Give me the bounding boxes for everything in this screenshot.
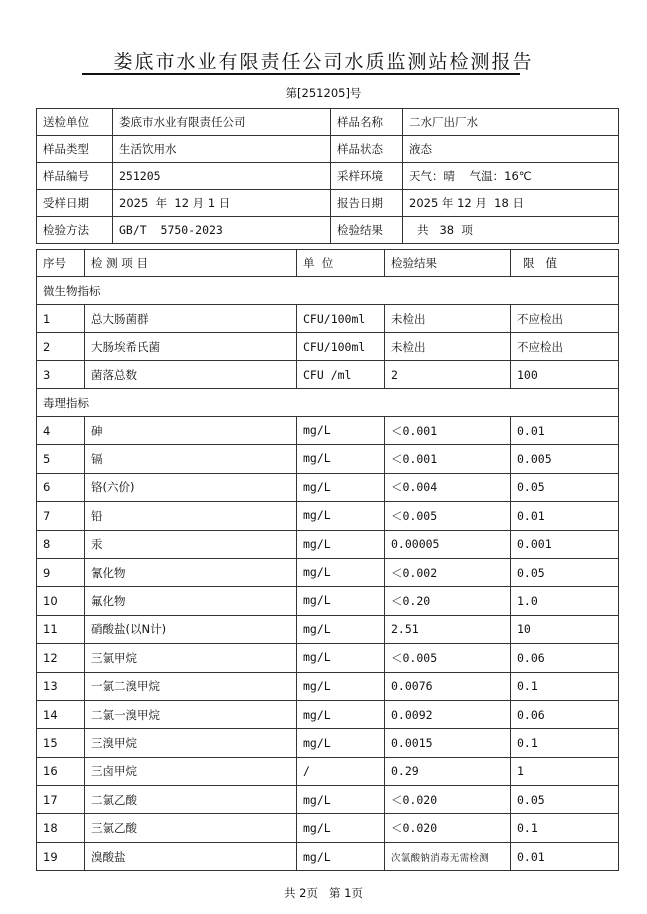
- row-result: ＜0.020: [385, 786, 511, 814]
- sample-no-label: 样品编号: [37, 163, 113, 190]
- row-limit: 不应检出: [511, 333, 619, 361]
- row-limit: 0.06: [511, 644, 619, 672]
- row-unit: mg/L: [297, 700, 385, 728]
- row-no: 2: [37, 333, 85, 361]
- row-result: ＜0.005: [385, 502, 511, 530]
- info-row: [37, 163, 619, 190]
- row-result: 2.51: [385, 615, 511, 643]
- row-limit: 0.001: [511, 530, 619, 558]
- row-unit: mg/L: [297, 644, 385, 672]
- sample-state-value: 液态: [403, 136, 619, 163]
- sample-name-value: 二水厂出厂水: [403, 109, 619, 136]
- row-no: 8: [37, 530, 85, 558]
- row-item: 硝酸盐(以N计): [85, 615, 297, 643]
- table-row: [37, 672, 619, 700]
- row-unit: CFU/100ml: [297, 305, 385, 333]
- table-row: [37, 305, 619, 333]
- table-row: [37, 700, 619, 728]
- row-no: 17: [37, 786, 85, 814]
- table-row: [37, 814, 619, 842]
- row-unit: mg/L: [297, 615, 385, 643]
- row-limit: 1: [511, 757, 619, 785]
- row-item: 三溴甲烷: [85, 729, 297, 757]
- row-no: 5: [37, 445, 85, 473]
- unit-label: 送检单位: [37, 109, 113, 136]
- sample-info-table: [36, 108, 619, 244]
- row-no: 6: [37, 473, 85, 501]
- row-item: 三氯甲烷: [85, 644, 297, 672]
- row-item: 溴酸盐: [85, 842, 297, 870]
- row-result: 未检出: [385, 305, 511, 333]
- row-result: ＜0.20: [385, 587, 511, 615]
- row-unit: mg/L: [297, 729, 385, 757]
- table-row: [37, 644, 619, 672]
- row-result: 0.0015: [385, 729, 511, 757]
- row-result: ＜0.001: [385, 417, 511, 445]
- row-unit: mg/L: [297, 842, 385, 870]
- sample-name-label: 样品名称: [331, 109, 403, 136]
- header-row: [37, 250, 619, 277]
- title-underline: [82, 73, 520, 75]
- row-result: ＜0.004: [385, 473, 511, 501]
- row-item: 大肠埃希氏菌: [85, 333, 297, 361]
- row-item: 二氯一溴甲烷: [85, 700, 297, 728]
- row-item: 总大肠菌群: [85, 305, 297, 333]
- table-row: [37, 417, 619, 445]
- row-item: 铅: [85, 502, 297, 530]
- header-no: 序号: [37, 250, 85, 277]
- method-label: 检验方法: [37, 217, 113, 244]
- row-item: 镉: [85, 445, 297, 473]
- row-unit: CFU/100ml: [297, 333, 385, 361]
- info-row: [37, 109, 619, 136]
- row-item: 铬(六价): [85, 473, 297, 501]
- row-unit: mg/L: [297, 814, 385, 842]
- table-row: [37, 530, 619, 558]
- row-limit: 0.01: [511, 842, 619, 870]
- row-item: 汞: [85, 530, 297, 558]
- row-result: 次氯酸钠消毒无需检测: [385, 842, 511, 870]
- row-limit: 0.1: [511, 729, 619, 757]
- table-row: [37, 445, 619, 473]
- row-limit: 0.06: [511, 700, 619, 728]
- env-value: 天气：晴 气温：16℃: [403, 163, 619, 190]
- unit-value: 娄底市水业有限责任公司: [113, 109, 331, 136]
- info-row: [37, 190, 619, 217]
- row-result: 0.0076: [385, 672, 511, 700]
- report-title: 娄底市水业有限责任公司水质监测站检测报告: [113, 51, 534, 73]
- row-limit: 0.05: [511, 473, 619, 501]
- report-date-value: 2025 年 12 月 18 日: [403, 190, 619, 217]
- row-no: 10: [37, 587, 85, 615]
- sample-type-value: 生活饮用水: [113, 136, 331, 163]
- row-result: 0.0092: [385, 700, 511, 728]
- row-no: 12: [37, 644, 85, 672]
- row-no: 14: [37, 700, 85, 728]
- row-item: 氟化物: [85, 587, 297, 615]
- row-result: ＜0.002: [385, 558, 511, 586]
- table-row: [37, 502, 619, 530]
- row-item: 菌落总数: [85, 361, 297, 389]
- table-row: [37, 587, 619, 615]
- row-unit: mg/L: [297, 786, 385, 814]
- row-no: 18: [37, 814, 85, 842]
- row-limit: 10: [511, 615, 619, 643]
- row-result: ＜0.001: [385, 445, 511, 473]
- report-date-label: 报告日期: [331, 190, 403, 217]
- table-row: [37, 615, 619, 643]
- row-unit: mg/L: [297, 417, 385, 445]
- row-limit: 0.1: [511, 814, 619, 842]
- row-no: 16: [37, 757, 85, 785]
- section-row: [37, 277, 619, 305]
- row-unit: CFU /ml: [297, 361, 385, 389]
- env-label: 采样环境: [331, 163, 403, 190]
- row-result: ＜0.005: [385, 644, 511, 672]
- table-row: [37, 361, 619, 389]
- row-result: 0.29: [385, 757, 511, 785]
- row-result: ＜0.020: [385, 814, 511, 842]
- recv-date-value: 2025 年 12 月 1 日: [113, 190, 331, 217]
- header-item: 检 测 项 目: [85, 250, 297, 277]
- header-limit: 限 值: [511, 250, 619, 277]
- test-items-table: [36, 249, 619, 871]
- row-limit: 0.01: [511, 417, 619, 445]
- section-row: [37, 389, 619, 417]
- report-number: 第[251205]号: [285, 86, 362, 100]
- table-row: [37, 333, 619, 361]
- row-unit: mg/L: [297, 558, 385, 586]
- row-item: 一氯二溴甲烷: [85, 672, 297, 700]
- result-value: 共 38 项: [403, 217, 619, 244]
- header-unit: 单 位: [297, 250, 385, 277]
- sample-no-value: 251205: [113, 163, 331, 190]
- row-no: 3: [37, 361, 85, 389]
- table-row: [37, 786, 619, 814]
- row-limit: 0.1: [511, 672, 619, 700]
- table-row: [37, 842, 619, 870]
- row-item: 三氯乙酸: [85, 814, 297, 842]
- row-unit: mg/L: [297, 672, 385, 700]
- row-unit: mg/L: [297, 473, 385, 501]
- row-unit: mg/L: [297, 587, 385, 615]
- row-limit: 0.01: [511, 502, 619, 530]
- result-label: 检验结果: [331, 217, 403, 244]
- sample-state-label: 样品状态: [331, 136, 403, 163]
- table-row: [37, 757, 619, 785]
- row-limit: 100: [511, 361, 619, 389]
- section-micro: 微生物指标: [37, 277, 619, 305]
- info-row: [37, 217, 619, 244]
- row-no: 1: [37, 305, 85, 333]
- row-no: 19: [37, 842, 85, 870]
- row-unit: mg/L: [297, 502, 385, 530]
- row-result: 0.00005: [385, 530, 511, 558]
- table-row: [37, 473, 619, 501]
- row-item: 二氯乙酸: [85, 786, 297, 814]
- row-no: 13: [37, 672, 85, 700]
- table-row: [37, 729, 619, 757]
- row-no: 11: [37, 615, 85, 643]
- header-result: 检验结果: [385, 250, 511, 277]
- row-limit: 0.05: [511, 558, 619, 586]
- row-limit: 0.005: [511, 445, 619, 473]
- row-limit: 1.0: [511, 587, 619, 615]
- info-row: [37, 136, 619, 163]
- method-value: GB/T 5750-2023: [113, 217, 331, 244]
- test-items-body: [37, 250, 619, 871]
- row-result: 未检出: [385, 333, 511, 361]
- row-no: 4: [37, 417, 85, 445]
- row-no: 15: [37, 729, 85, 757]
- row-unit: mg/L: [297, 530, 385, 558]
- row-unit: /: [297, 757, 385, 785]
- table-row: [37, 558, 619, 586]
- row-item: 氰化物: [85, 558, 297, 586]
- section-toxic: 毒理指标: [37, 389, 619, 417]
- row-no: 7: [37, 502, 85, 530]
- row-limit: 0.05: [511, 786, 619, 814]
- row-result: 2: [385, 361, 511, 389]
- row-limit: 不应检出: [511, 305, 619, 333]
- row-unit: mg/L: [297, 445, 385, 473]
- recv-date-label: 受样日期: [37, 190, 113, 217]
- row-no: 9: [37, 558, 85, 586]
- row-item: 三卤甲烷: [85, 757, 297, 785]
- page-footer: 共 2页 第 1页: [284, 886, 363, 900]
- row-item: 砷: [85, 417, 297, 445]
- sample-type-label: 样品类型: [37, 136, 113, 163]
